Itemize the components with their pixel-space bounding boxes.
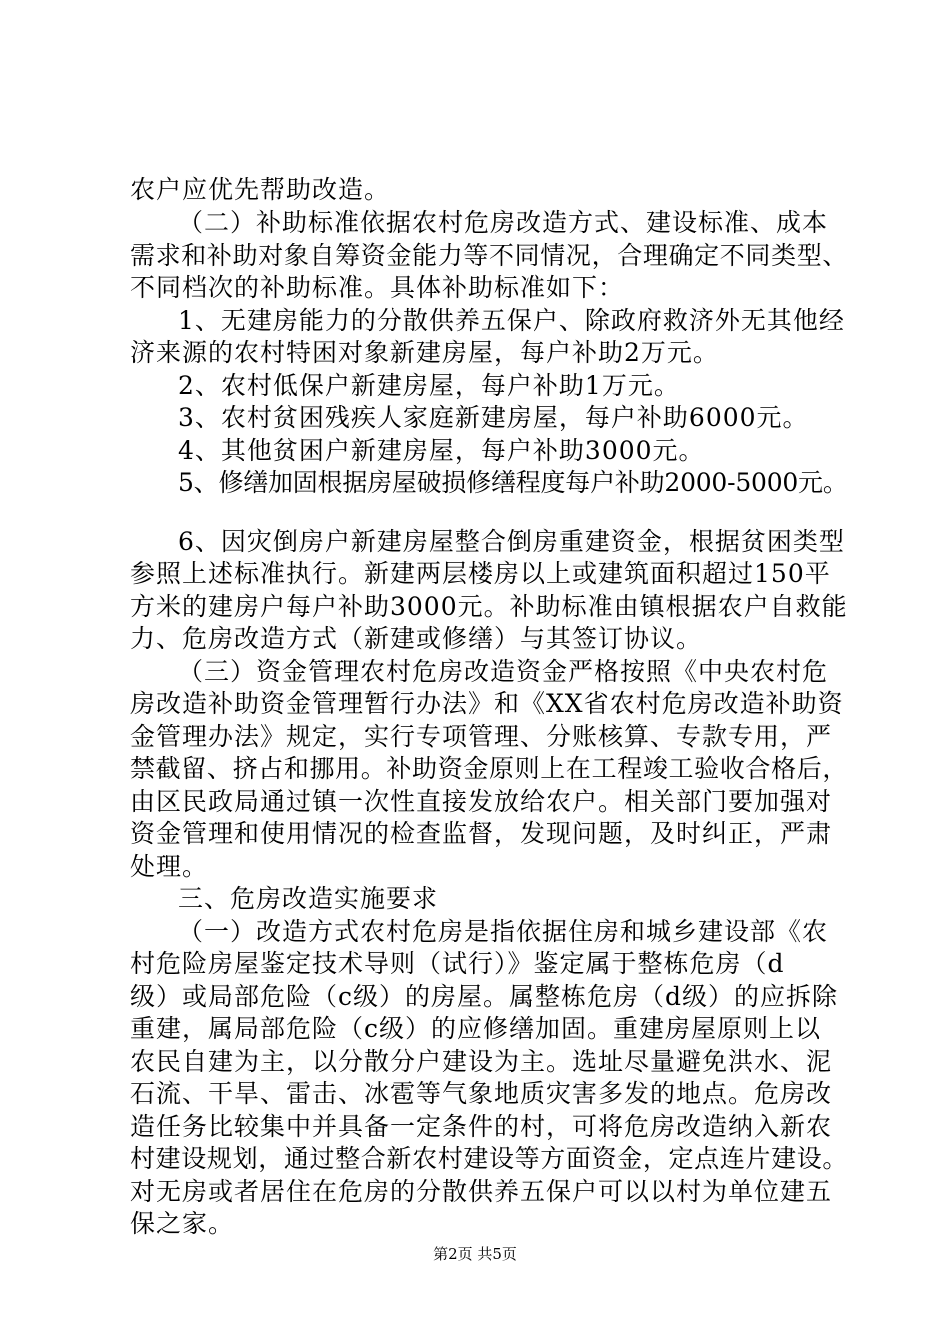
- paragraph-line: 参照上述标准执行。新建两层楼房以上或建筑面积超过150平: [130, 559, 831, 588]
- section-heading: 三、危房改造实施要求: [178, 884, 439, 913]
- paragraph-line: 由区民政局通过镇一次性直接发放给农户。相关部门要加强对: [130, 787, 833, 816]
- paragraph-line: 方米的建房户每户补助3000元。补助标准由镇根据农户自救能: [130, 592, 848, 621]
- paragraph-line: 房改造补助资金管理暂行办法》和《XX省农村危房改造补助资: [130, 689, 844, 718]
- paragraph-line: 不同档次的补助标准。具体补助标准如下：: [130, 273, 625, 302]
- paragraph-line: 资金管理和使用情况的检查监督，发现问题，及时纠正，严肃: [130, 819, 833, 848]
- paragraph-line: 农户应优先帮助改造。: [130, 175, 391, 204]
- paragraph-line: 2、农村低保户新建房屋，每户补助1万元。: [178, 371, 680, 400]
- paragraph-line: 处理。: [130, 852, 209, 881]
- paragraph-line: （一）改造方式农村危房是指依据住房和城乡建设部《农: [178, 917, 829, 946]
- paragraph-line: 重建，属局部危险（c级）的应修缮加固。重建房屋原则上以: [130, 1014, 822, 1043]
- paragraph-line: 造任务比较集中并具备一定条件的村，可将危房改造纳入新农: [130, 1112, 833, 1141]
- page-number-footer: 第2页 共5页: [433, 1245, 517, 1263]
- paragraph-line: 禁截留、挤占和挪用。补助资金原则上在工程竣工验收合格后，: [130, 754, 849, 783]
- paragraph-line: 力、危房改造方式（新建或修缮）与其签订协议。: [130, 624, 703, 653]
- paragraph-line: 金管理办法》规定，实行专项管理、分账核算、专款专用，严: [130, 722, 833, 751]
- paragraph-line: 1、无建房能力的分散供养五保户、除政府救济外无其他经: [178, 306, 845, 335]
- paragraph-line: 保之家。: [130, 1209, 235, 1238]
- paragraph-line: 农民自建为主，以分散分户建设为主。选址尽量避免洪水、泥: [130, 1047, 833, 1076]
- paragraph-line: 村建设规划，通过整合新农村建设等方面资金，定点连片建设。: [130, 1144, 849, 1173]
- paragraph-line: 级）或局部危险（c级）的房屋。属整栋危房（d级）的应拆除: [130, 982, 839, 1011]
- paragraph-line: 石流、干旱、雷击、冰雹等气象地质灾害多发的地点。危房改: [130, 1079, 833, 1108]
- paragraph-line: （二）补助标准依据农村危房改造方式、建设标准、成本: [178, 208, 829, 237]
- paragraph-line: 村危险房屋鉴定技术导则（试行）》鉴定属于整栋危房（d: [130, 949, 785, 978]
- paragraph-line: 5、修缮加固根据房屋破损修缮程度每户补助2000-5000元。: [178, 468, 848, 497]
- paragraph-line: 需求和补助对象自筹资金能力等不同情况，合理确定不同类型、: [130, 241, 849, 270]
- paragraph-line: 济来源的农村特困对象新建房屋，每户补助2万元。: [130, 338, 719, 367]
- paragraph-line: 4、其他贫困户新建房屋，每户补助3000元。: [178, 436, 705, 465]
- paragraph-line: 6、因灾倒房户新建房屋整合倒房重建资金，根据贫困类型: [178, 527, 845, 556]
- paragraph-line: （三）资金管理农村危房改造资金严格按照《中央农村危: [178, 657, 829, 686]
- paragraph-line: 3、农村贫困残疾人家庭新建房屋，每户补助6000元。: [178, 403, 809, 432]
- paragraph-line: 对无房或者居住在危房的分散供养五保户可以以村为单位建五: [130, 1177, 833, 1206]
